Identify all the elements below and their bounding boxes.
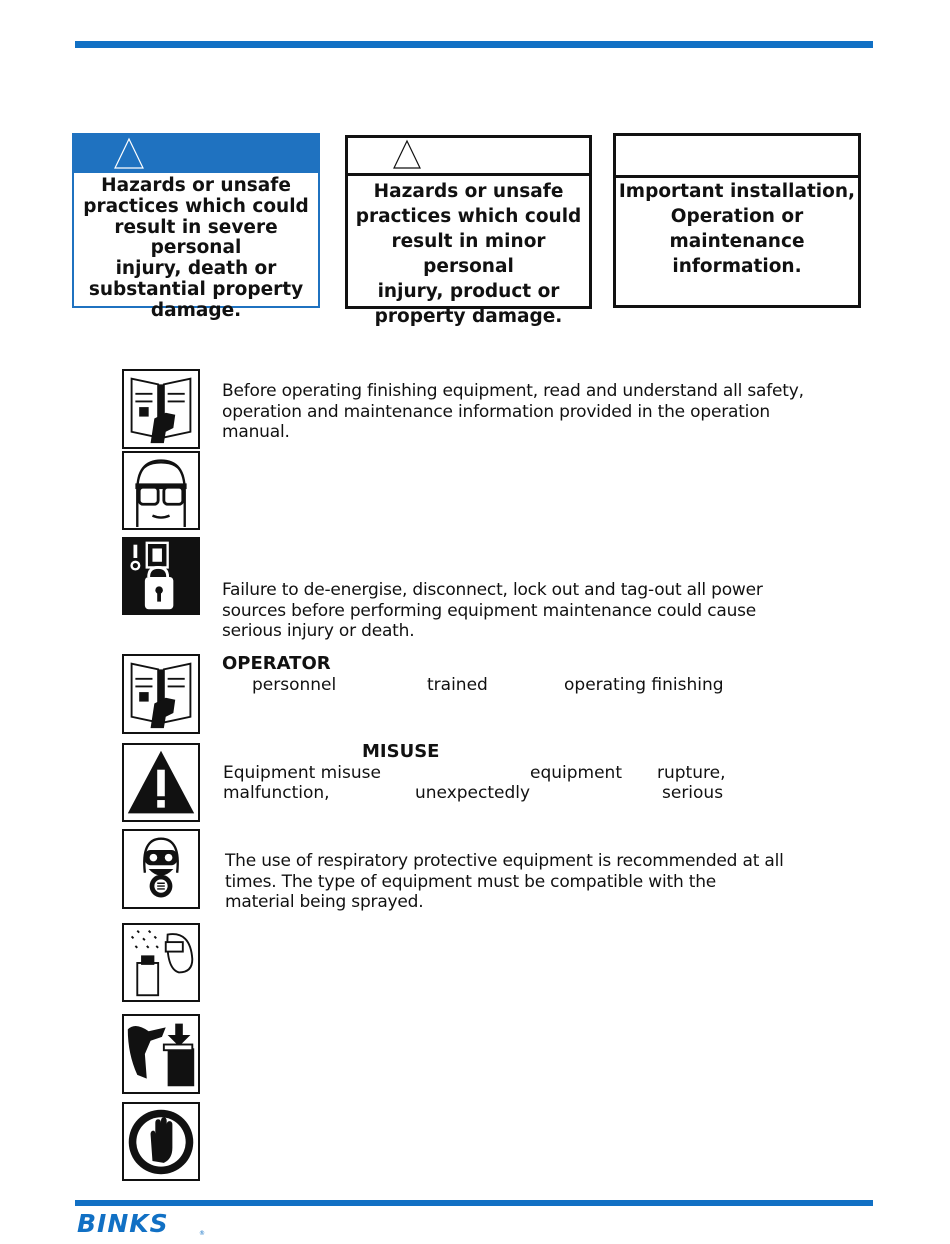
top-rule — [75, 41, 873, 48]
respirator-text: The use of respiratory protective equipment is recommended at all times. The type of equipment must be compatible with the material being sprayed. — [225, 851, 784, 912]
misuse-fragment-2: equipment — [530, 763, 622, 783]
misuse-fragment-1: Equipment misuse — [223, 763, 381, 783]
lockout-text: Failure to de-energise, disconnect, lock out and tag-out all power sources before performing equipment maintenance could cause serious injury or death. — [222, 580, 763, 641]
bottom-rule — [75, 1200, 873, 1206]
operator-heading: OPERATOR — [222, 653, 331, 674]
warning-triangle-icon — [112, 137, 152, 171]
note-text: Important installation, Operation or maintenance information. — [618, 181, 856, 277]
note-box — [613, 133, 861, 308]
read-manual-icon — [122, 369, 200, 449]
read-manual-icon-2 — [122, 654, 200, 734]
warning-box — [72, 133, 320, 321]
operator-fragment-3: operating finishing — [564, 675, 724, 695]
lockout-icon — [122, 537, 200, 615]
spray-hazard-icon — [122, 923, 200, 1002]
safety-glasses-icon — [122, 451, 200, 530]
pinch-hazard-icon — [122, 1014, 200, 1094]
misuse-fragment-3: rupture, — [657, 763, 726, 783]
warning-header — [74, 135, 318, 173]
operator-fragment-1: personnel — [252, 675, 337, 695]
svg-text:BINKS: BINKS — [77, 1210, 169, 1238]
svg-text:®: ® — [199, 1230, 205, 1237]
caution-header — [348, 138, 589, 176]
respirator-icon — [122, 829, 200, 909]
operator-fragment-2: trained — [427, 675, 488, 695]
caution-triangle-icon — [390, 139, 430, 173]
misuse-fragment-5: unexpectedly — [415, 783, 531, 803]
misuse-fragment-6: serious — [662, 783, 724, 803]
note-header — [616, 136, 858, 178]
misuse-fragment-4: malfunction, — [223, 783, 330, 803]
binks-logo — [75, 1210, 210, 1242]
caution-box — [345, 135, 592, 327]
misuse-heading: MISUSE — [362, 741, 440, 762]
read-manual-text: Before operating finishing equipment, read and understand all safety, operation and maintenance information provided in the operation manual. — [222, 381, 804, 442]
stop-hand-icon — [122, 1102, 200, 1181]
warning-triangle-icon-2 — [122, 743, 200, 822]
warning-text: Hazards or unsafe practices which could result in severe personal injury, death or substantial property damage. — [83, 175, 309, 321]
caution-text: Hazards or unsafe practices which could result in minor personal injury, product or property damage. — [355, 181, 582, 327]
